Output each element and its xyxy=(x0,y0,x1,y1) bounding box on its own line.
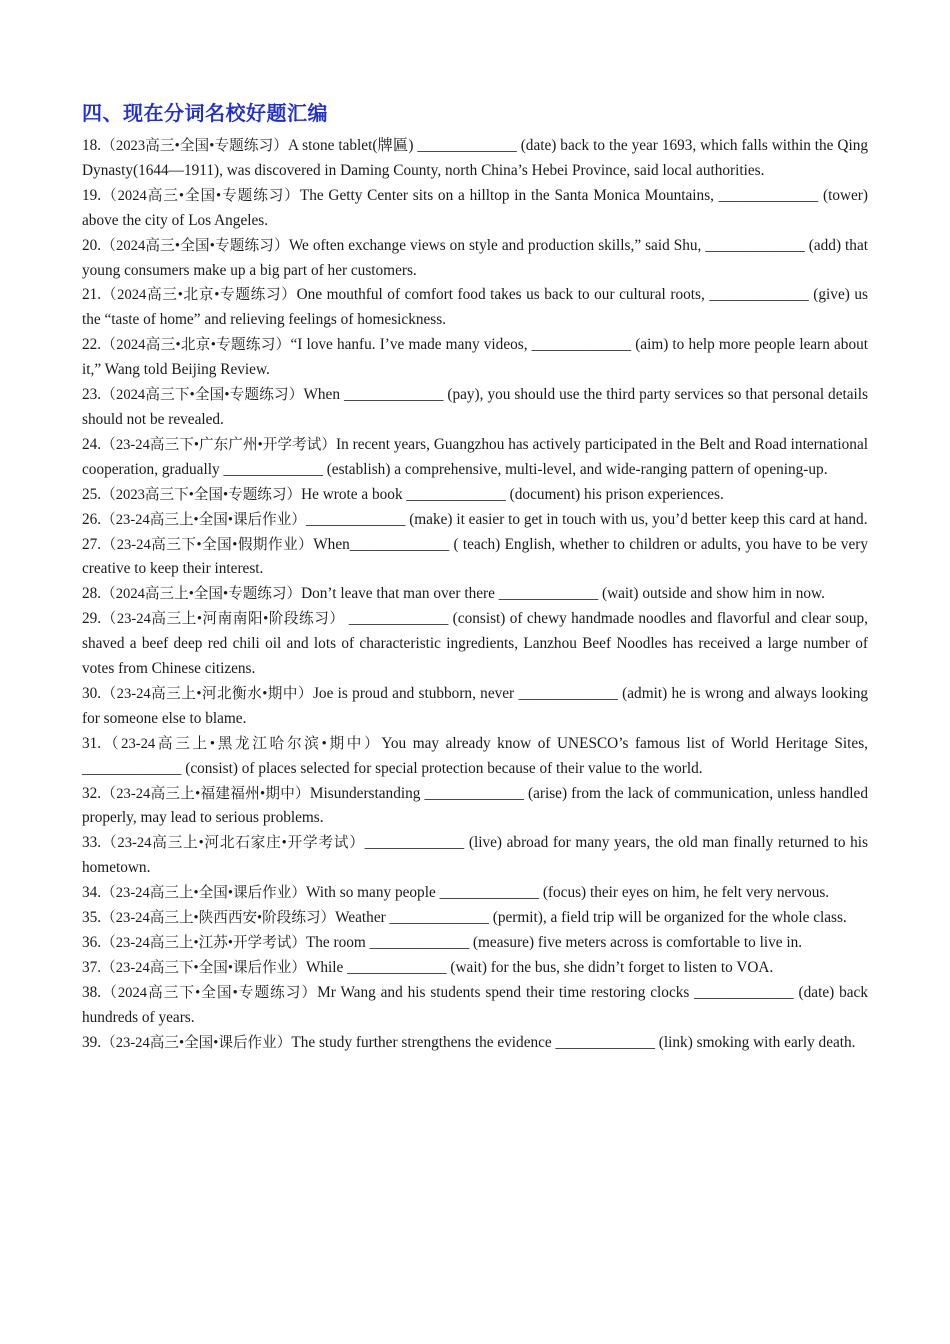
question-text: The Getty Center sits on a hilltop in the Santa Monica Mountains, _____________ (tower) above the city of Los Angeles. xyxy=(82,186,868,229)
question-source: （2023高三下•全国•专题练习） xyxy=(101,486,302,503)
question-source: （23-24高三下•全国•假期作业） xyxy=(101,536,314,553)
question-text: Joe is proud and stubborn, never _____________ (admit) he is wrong and always looking for someone else to blame. xyxy=(82,684,868,727)
question-source: （23-24高三上•河北衡水•期中） xyxy=(101,685,313,702)
question-item xyxy=(82,831,868,881)
question-text: _____________ (consist) of chewy handmade noodles and flavorful and clear soup, shaved a beef deep red chili oil and lots of characteristic ingredients, Lanzhou Beef Noodles has received a large number of votes from Chinese citizens. xyxy=(82,610,868,678)
question-text: One mouthful of comfort food takes us back to our cultural roots, _____________ (give) us the “taste of home” and relieving feelings of homesickness. xyxy=(82,286,868,329)
question-number: 35. xyxy=(82,909,102,927)
question-number: 32. xyxy=(82,784,102,802)
question-number: 22. xyxy=(82,336,102,354)
question-text: When_____________ ( teach) English, whether to children or adults, you have to be very creative to keep their interest. xyxy=(82,535,868,578)
question-text: In recent years, Guangzhou has actively participated in the Belt and Road international cooperation, gradually _____________ (establish) a comprehensive, multi-level, and wide-ranging pattern of opening-up. xyxy=(82,435,868,478)
question-number: 36. xyxy=(82,934,102,951)
question-item xyxy=(82,582,868,607)
question-number: 18. xyxy=(82,137,102,154)
question-source: （23-24高三上•黑龙江哈尔滨•期中） xyxy=(101,735,382,752)
question-text: Weather _____________ (permit), a field trip will be organized for the whole class. xyxy=(335,909,847,927)
question-source: （23-24高三•全国•课后作业） xyxy=(101,1034,292,1051)
question-item xyxy=(82,483,868,508)
question-source: （23-24高三上•全国•课后作业） xyxy=(101,511,306,528)
question-text: While _____________ (wait) for the bus, she didn’t forget to listen to VOA. xyxy=(305,958,774,976)
question-text: The study further strengthens the evidence _____________ (link) smoking with early death. xyxy=(291,1033,856,1051)
question-text: _____________ (live) abroad for many years, the old man finally returned to his hometown. xyxy=(82,834,868,877)
question-number: 30. xyxy=(82,684,102,702)
question-item xyxy=(82,981,868,1031)
question-number: 26. xyxy=(82,510,102,528)
question-number: 28. xyxy=(82,585,102,603)
question-number: 24. xyxy=(82,435,102,453)
question-number: 33. xyxy=(82,834,102,852)
question-text: A stone tablet(牌匾) _____________ (date) back to the year 1693, which falls within the Qing Dynasty(1644—1911), was discovered in Daming County, north China’s Hebei Province, said local authorities. xyxy=(82,137,868,179)
question-item xyxy=(82,234,868,284)
question-source: （2023高三•全国•专题练习） xyxy=(101,138,288,154)
question-item xyxy=(82,383,868,433)
question-item xyxy=(82,782,868,832)
question-source: （23-24高三下•广东广州•开学考试） xyxy=(101,436,336,453)
document-page xyxy=(82,96,868,1056)
question-text: Don’t leave that man over there _____________ (wait) outside and show him in now. xyxy=(301,585,825,603)
question-number: 38. xyxy=(82,983,102,1001)
question-number: 34. xyxy=(82,884,102,902)
section-title: 四、现在分词名校好题汇编 xyxy=(82,101,328,125)
question-source: （2024高三•全国•专题练习） xyxy=(101,187,300,204)
question-source: （23-24高三上•河北石家庄•开学考试） xyxy=(101,835,365,852)
question-source: （23-24高三上•福建福州•期中） xyxy=(101,785,310,802)
question-item xyxy=(82,283,868,333)
question-number: 27. xyxy=(82,535,102,553)
question-item xyxy=(82,508,868,533)
question-number: 23. xyxy=(82,386,102,404)
question-item xyxy=(82,956,868,981)
question-item xyxy=(82,906,868,931)
question-item xyxy=(82,732,868,782)
question-number: 39. xyxy=(82,1033,102,1051)
question-source: （23-24高三上•江苏•开学考试） xyxy=(101,935,306,951)
question-item xyxy=(82,533,868,583)
question-item xyxy=(82,682,868,732)
question-item xyxy=(82,607,868,682)
question-list xyxy=(82,134,868,1056)
question-text: Misunderstanding _____________ (arise) from the lack of communication, unless handled properly, may lead to serious problems. xyxy=(82,784,868,827)
question-number: 31. xyxy=(82,734,102,752)
question-text: We often exchange views on style and production skills,” said Shu, _____________ (add) that young consumers make up a big part of her customers. xyxy=(82,236,868,279)
question-number: 25. xyxy=(82,485,102,503)
question-number: 21. xyxy=(82,286,102,304)
question-text: “I love hanfu. I’ve made many videos, _____________ (aim) to help more people learn about it,” Wang told Beijing Review. xyxy=(82,336,868,379)
question-source: （23-24高三下•全国•课后作业） xyxy=(101,959,306,976)
question-number: 20. xyxy=(82,236,102,254)
question-source: （23-24高三上•全国•课后作业） xyxy=(101,885,306,902)
question-text: He wrote a book _____________ (document) his prison experiences. xyxy=(301,485,724,503)
question-item xyxy=(82,134,868,184)
question-item xyxy=(82,333,868,383)
question-source: （2024高三上•全国•专题练习） xyxy=(101,586,302,603)
question-text: You may already know of UNESCO’s famous list of World Heritage Sites, _____________ (consist) of places selected for special protection because of their value to the world. xyxy=(82,734,868,777)
question-item xyxy=(82,881,868,906)
question-item xyxy=(82,931,868,956)
question-source: （23-24高三上•河南南阳•阶段练习） xyxy=(101,611,345,628)
question-number: 37. xyxy=(82,958,102,976)
question-text: Mr Wang and his students spend their time restoring clocks _____________ (date) back hundreds of years. xyxy=(82,983,868,1026)
question-source: （2024高三下•全国•专题练习） xyxy=(101,387,304,404)
question-source: （2024高三•北京•专题练习） xyxy=(101,337,291,354)
question-number: 19. xyxy=(82,186,102,204)
question-source: （23-24高三上•陕西西安•阶段练习） xyxy=(101,910,336,927)
question-item xyxy=(82,433,868,483)
question-source: （2024高三•全国•专题练习） xyxy=(101,237,289,254)
question-source: （2024高三下•全国•专题练习） xyxy=(101,984,318,1001)
question-text: The room _____________ (measure) five meters across is comfortable to live in. xyxy=(305,934,803,951)
question-text: _____________ (make) it easier to get in touch with us, you’d better keep this card at hand. xyxy=(305,510,868,528)
question-number: 29. xyxy=(82,610,102,628)
question-source: （2024高三•北京•专题练习） xyxy=(101,287,297,304)
question-item xyxy=(82,184,868,234)
question-item xyxy=(82,1031,868,1056)
question-text: When _____________ (pay), you should use the third party services so that personal details should not be revealed. xyxy=(82,386,868,428)
question-text: With so many people _____________ (focus) their eyes on him, he felt very nervous. xyxy=(305,884,830,902)
